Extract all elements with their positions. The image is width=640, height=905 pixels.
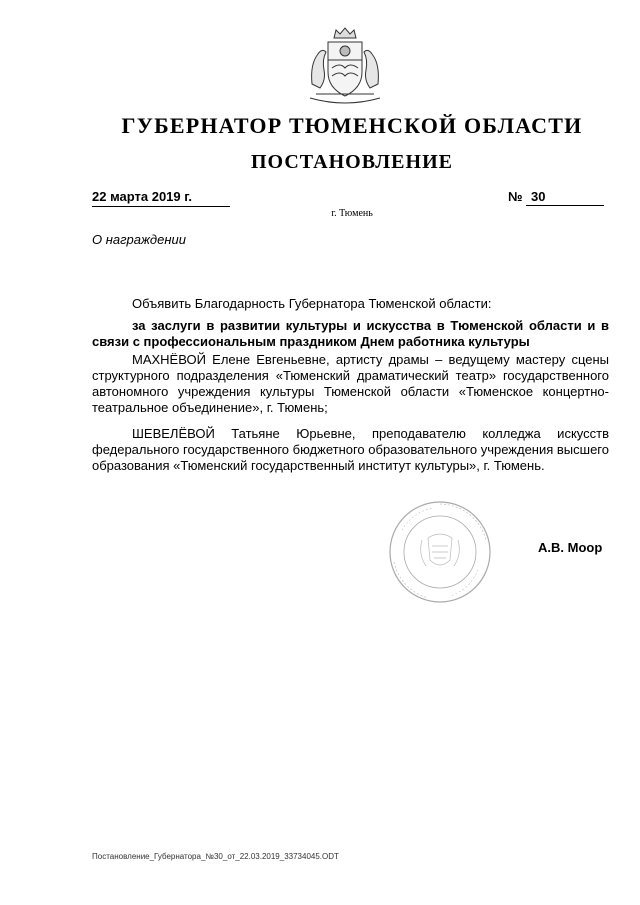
document-city: г. Тюмень xyxy=(331,208,373,219)
number-value: 30 xyxy=(526,190,604,206)
recipient-paragraph: МАХНЁВОЙ Елене Евгеньевне, артисту драмы – ведущему мастеру сцены структурного подразделения «Тюменский драматический театр» государственного автономного учреждения культуры Тюменской области «Тюменское концертно-театральное объединение», г. Тюмень; xyxy=(92,352,609,415)
body-intro: Объявить Благодарность Губернатора Тюменской области: xyxy=(132,296,492,311)
document-number xyxy=(508,190,604,206)
tyumen-coat-of-arms-icon xyxy=(300,24,390,108)
issuer-title: ГУБЕРНАТОР ТЮМЕНСКОЙ ОБЛАСТИ xyxy=(121,113,583,138)
number-sign: № xyxy=(508,189,523,204)
document-date: 22 марта 2019 г. xyxy=(92,190,230,207)
signatory-name: А.В. Моор xyxy=(538,540,603,555)
file-name-footer: Постановление_Губернатора_№30_от_22.03.2019_33734045.ODT xyxy=(92,852,339,861)
recipient-paragraph: ШЕВЕЛЁВОЙ Татьяне Юрьевне, преподавателю колледжа искусств федерального государственного бюджетного образовательного учреждения высшего образования «Тюменский государственный институт культуры», г. Тюмень. xyxy=(92,426,609,473)
document-type: ПОСТАНОВЛЕНИЕ xyxy=(251,151,453,173)
document-subject: О награждении xyxy=(92,232,186,247)
award-reason: за заслуги в развитии культуры и искусства в Тюменской области и в связи с профессиональным праздником Днем работника культуры xyxy=(92,318,609,349)
official-seal-icon xyxy=(388,500,492,604)
